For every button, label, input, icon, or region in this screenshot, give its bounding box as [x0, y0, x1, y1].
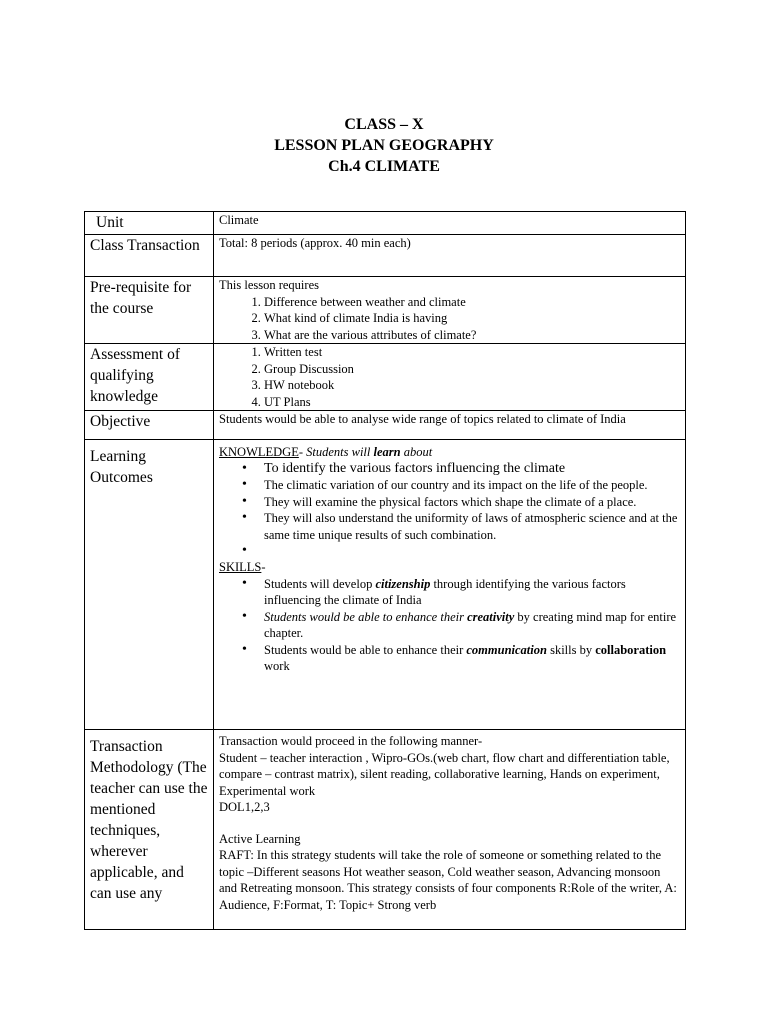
class-heading: CLASS – X	[344, 116, 424, 133]
list-item: 2. What kind of climate India is having	[264, 310, 680, 327]
learning-outcomes-value	[214, 440, 686, 730]
row-assessment	[85, 344, 686, 411]
prerequisite-intro: This lesson requires	[219, 278, 319, 292]
list-item: 2. Group Discussion	[264, 361, 680, 378]
list-item: • Students will develop citizenship through identifying the various factors influencing the climate of India	[264, 576, 680, 609]
objective-label: Objective	[85, 411, 214, 440]
lesson-plan-heading: LESSON PLAN GEOGRAPHY	[274, 137, 494, 154]
row-unit	[85, 212, 686, 235]
methodology-intro: Transaction would proceed in the following manner-	[219, 734, 483, 748]
list-item: 1. Written test	[264, 344, 680, 361]
methodology-label: Transaction Methodology (The teacher can use the mentioned techniques, wherever applicable, and can use any	[85, 730, 214, 930]
list-item: 4. UT Plans	[264, 394, 680, 411]
raft-description: RAFT: In this strategy students will take the role of someone or something related to the topic –Different seasons Hot weather season, Cold weather season, Advancing monsoon and Retreating monsoon. This strategy consists of four components R:Role of the writer, A: Audience, F:Format, T: Topic+ Strong verb	[219, 848, 677, 912]
list-item: 1. Difference between weather and climate	[264, 294, 680, 311]
list-item: • Students would be able to enhance their creativity by creating mind map for entire chapter.	[264, 609, 680, 642]
class-transaction-label: Class Transaction	[85, 235, 214, 277]
assessment-list	[219, 344, 680, 410]
list-item: • They will examine the physical factors which shape the climate of a place.	[264, 494, 680, 511]
skills-line: SKILLS-	[219, 560, 266, 574]
prerequisite-list	[219, 294, 680, 344]
chapter-heading: Ch.4 CLIMATE	[328, 158, 440, 175]
list-item	[264, 543, 680, 559]
methodology-value	[214, 730, 686, 930]
list-item: • To identify the various factors influencing the climate	[264, 461, 680, 478]
knowledge-line: KNOWLEDGE- Students will learn about	[219, 445, 433, 459]
prerequisite-label: Pre-requisite for the course	[85, 277, 214, 344]
methodology-techniques: Student – teacher interaction , Wipro-GOs.(web chart, flow chart and differentiation table, compare – contrast matrix), silent reading, collaborative learning, Hands on experiment, Experimental work	[219, 750, 670, 798]
assessment-label: Assessment of qualifying knowledge	[85, 344, 214, 411]
row-methodology	[85, 730, 686, 930]
objective-value: Students would be able to analyse wide range of topics related to climate of India	[214, 411, 686, 440]
unit-value: Climate	[214, 212, 686, 235]
prerequisite-value	[214, 277, 686, 344]
knowledge-heading: KNOWLEDGE	[219, 445, 299, 459]
list-item: • They will also understand the uniformity of laws of atmospheric science and at the same time unique results of such combination.	[264, 510, 680, 543]
class-transaction-value: Total: 8 periods (approx. 40 min each)	[214, 235, 686, 277]
lesson-plan-table	[84, 211, 686, 930]
assessment-value	[214, 344, 686, 411]
list-item: 3. HW notebook	[264, 377, 680, 394]
list-item: • The climatic variation of our country and its impact on the life of the people.	[264, 477, 680, 494]
active-learning-heading: Active Learning	[219, 831, 301, 846]
row-class-transaction	[85, 235, 686, 277]
skills-list	[219, 576, 680, 675]
methodology-dol: DOL1,2,3	[219, 800, 270, 814]
list-item: 3. What are the various attributes of climate?	[264, 327, 680, 344]
unit-label: Unit	[85, 212, 214, 235]
learning-outcomes-label: Learning Outcomes	[85, 440, 214, 730]
knowledge-list	[219, 461, 680, 560]
skills-heading: SKILLS	[219, 560, 262, 574]
list-item: • Students would be able to enhance their communication skills by collaboration work	[264, 642, 680, 675]
row-prerequisite	[85, 277, 686, 344]
row-objective	[85, 411, 686, 440]
row-learning-outcomes	[85, 440, 686, 730]
